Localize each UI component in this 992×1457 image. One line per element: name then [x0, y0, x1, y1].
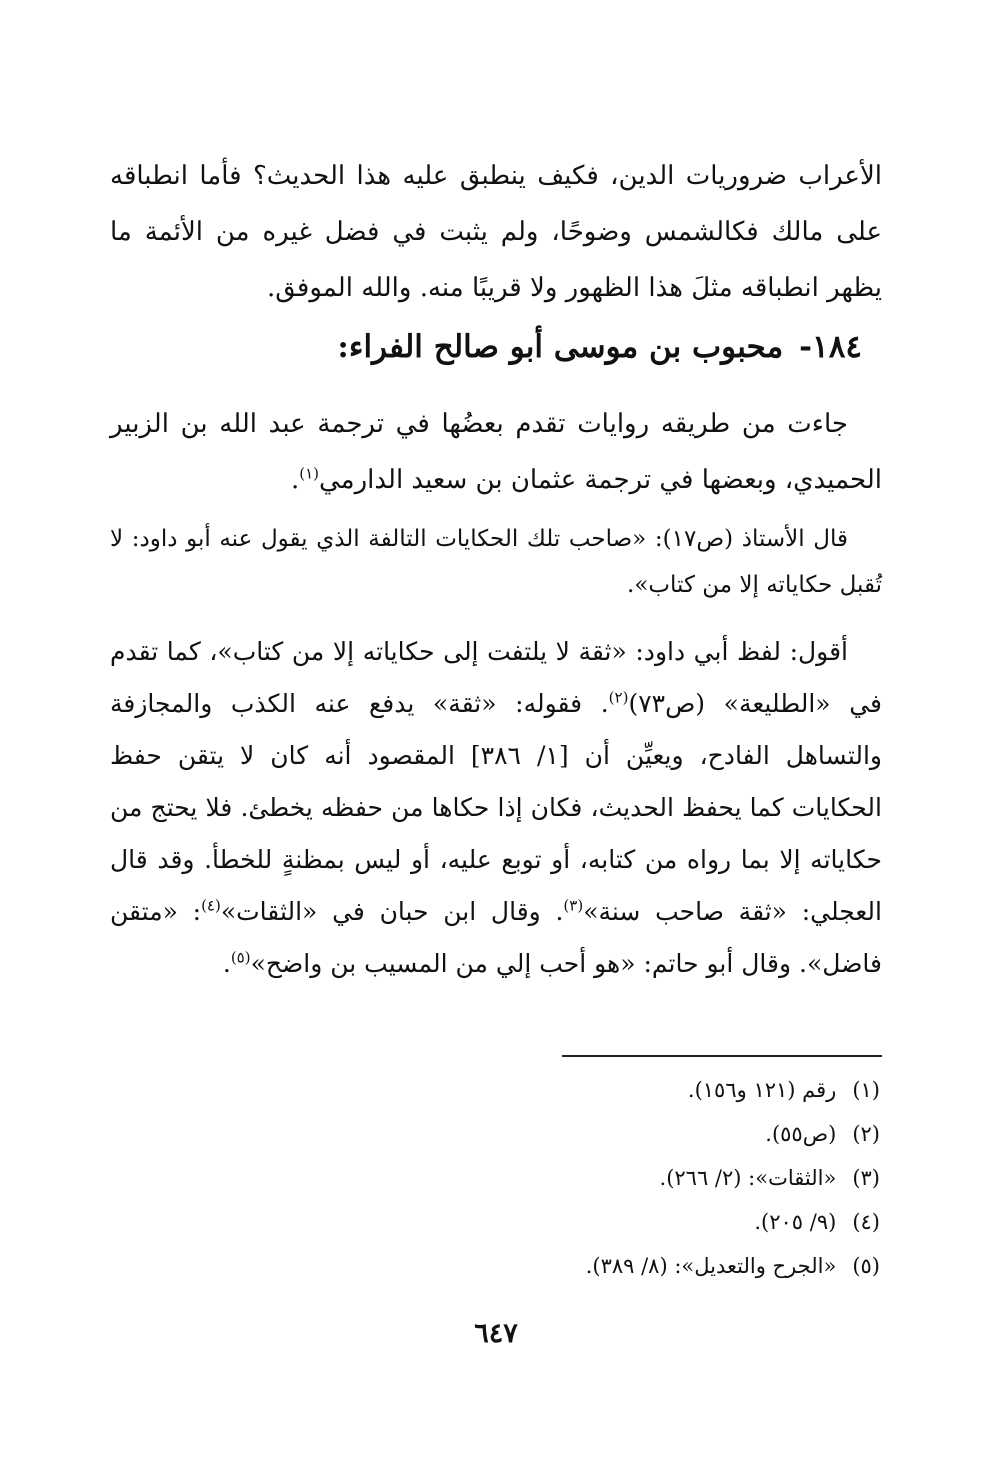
paragraph-text: جاءت من طريقه روايات تقدم بعضُها في ترجمة عبد الله بن الزبير الحميدي، وبعضها في ترجمة عثمان بن سعيد الدارمي [110, 409, 882, 495]
footnote-number: (٥) [852, 1254, 880, 1278]
entry-number: ١٨٤- [799, 329, 862, 365]
footnote-ref[interactable]: (١) [299, 464, 319, 483]
entry-title: محبوب بن موسى أبو صالح الفراء: [337, 329, 784, 365]
footnote-text: «الجرح والتعديل»: (٨/ ٣٨٩). [585, 1254, 837, 1278]
paragraph-text: أقول: لفظ أبي داود: «ثقة لا يلتفت إلى حكاياته إلا من كتاب»، كما تقدم في «الطليعة» (ص٧٣) [110, 637, 882, 718]
footnote-item [120, 1156, 880, 1200]
footnote-number: (١) [852, 1078, 880, 1102]
footnote-ref[interactable]: (٤) [201, 896, 221, 915]
paragraph-quote: قال الأستاذ (ص١٧): «صاحب تلك الحكايات التالفة الذي يقول عنه أبو داود: لا تُقبل حكاياته إلا من كتاب». [110, 526, 882, 598]
paragraph-response [110, 626, 882, 990]
paragraph-narrations [110, 396, 882, 508]
footnote-item [120, 1112, 880, 1156]
paragraph-intro: الأعراب ضروريات الدين، فكيف ينطبق عليه هذا الحديث؟ فأما انطباقه على مالك فكالشمس وضوحًا، ولم يثبت في فضل غيره من الأئمة ما يظهر انطباقه مثلَ هذا الظهور ولا قريبًا منه. والله الموفق. [110, 161, 882, 303]
footnote-text: رقم (١٢١ و١٥٦). [687, 1078, 837, 1102]
footnote-text: (٩/ ٢٠٥). [754, 1210, 837, 1234]
footnotes-list [120, 1068, 880, 1288]
page-number: ٦٤٧ [474, 1318, 518, 1349]
footnote-ref[interactable]: (٢) [608, 688, 629, 707]
footnote-text: (ص٥٥). [765, 1122, 837, 1146]
paragraph-text: . [222, 949, 231, 978]
footnote-item [120, 1068, 880, 1112]
paragraph-text: . فقوله: «ثقة» يدفع عنه الكذب والمجازفة والتساهل الفادح، ويعيِّن أن [١/ ٣٨٦] المقصود أنه كان لا يتقن حفظ الحكايات كما يحفظ الحديث، فكان إذا حكاها من حفظه يخطئ. فلا يحتج من حكاياته إلا بما رواه من كتابه، أو توبع عليه، أو ليس بمظنةٍ للخطأ. وقد قال العجلي: «ثقة صاحب سنة» [110, 689, 882, 926]
entry-heading [162, 324, 862, 370]
footnote-number: (٢) [852, 1122, 880, 1146]
footnote-item [120, 1244, 880, 1288]
paragraph-text: : «متقن فاضل». وقال أبو حاتم: «هو أحب إلي من المسيب بن واضح» [110, 897, 882, 978]
footnote-ref[interactable]: (٣) [563, 896, 584, 915]
footnote-divider [562, 1055, 882, 1057]
footnote-ref[interactable]: (٥) [230, 948, 251, 967]
footnote-number: (٣) [852, 1166, 880, 1190]
footnote-item [120, 1200, 880, 1244]
footnote-number: (٤) [852, 1210, 880, 1234]
footnote-text: «الثقات»: (٢/ ٢٦٦). [659, 1166, 837, 1190]
paragraph-end: . [290, 465, 300, 495]
paragraph-text: . وقال ابن حبان في «الثقات» [220, 897, 564, 926]
